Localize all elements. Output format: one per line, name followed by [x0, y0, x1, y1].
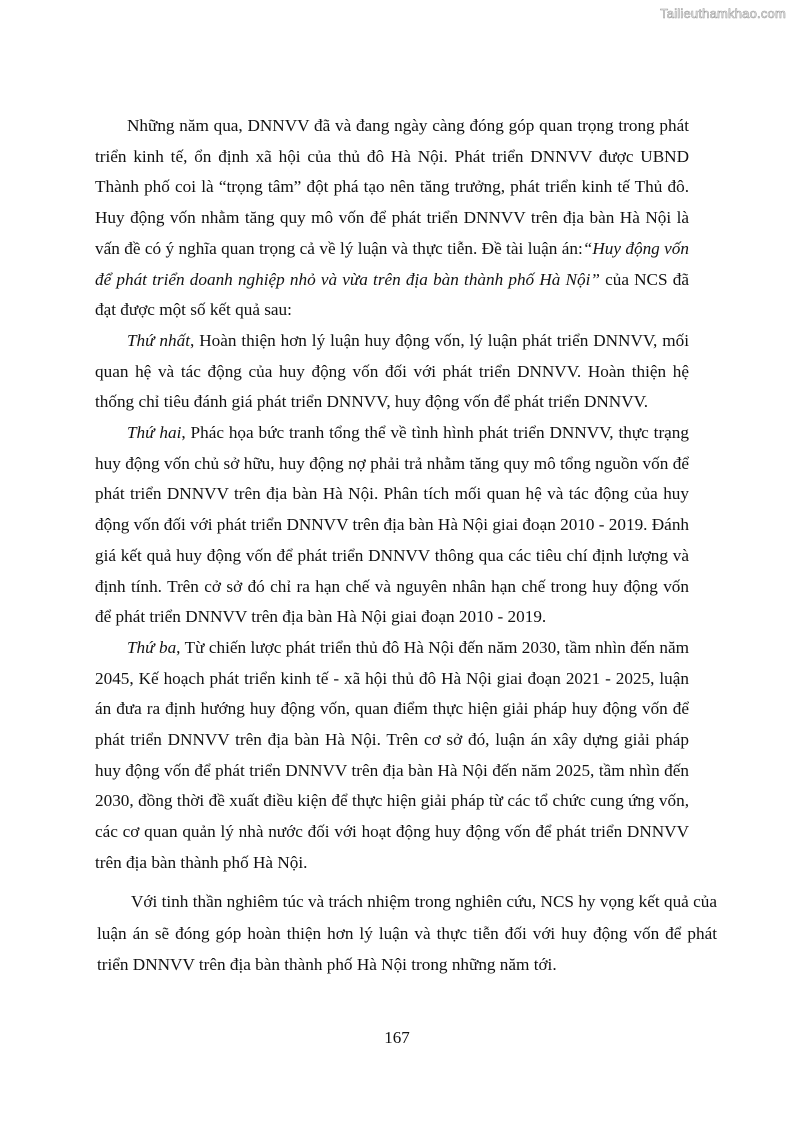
result-paragraph-third: [95, 633, 689, 879]
intro-paragraph: [95, 111, 689, 326]
result-paragraph-first: [95, 326, 689, 418]
result-lead-first: Thứ nhất: [127, 330, 190, 350]
document-body: [95, 111, 689, 879]
thesis-title: “Huy động vốn để phát triển doanh nghiệp nhỏ và vừa trên địa bàn thành phố Hà Nội”: [95, 238, 689, 289]
page-number: 167: [384, 1028, 410, 1047]
result-lead-second: Thứ hai: [127, 423, 182, 443]
watermark-text: Tailieuthamkhao.com: [660, 6, 786, 21]
result-text-first: , Hoàn thiện hơn lý luận huy động vốn, lý luận phát triển DNNVV, mối quan hệ và tác động của huy động vốn đối với phát triển DNNVV. Hoàn thiện hệ thống chỉ tiêu đánh giá phát triển DNNVV, huy động vốn để phát triển DNNVV.: [95, 330, 689, 412]
result-text-second: , Phác họa bức tranh tổng thể về tình hình phát triển DNNVV, thực trạng huy động vốn chủ sở hữu, huy động nợ phải trả nhằm tăng quy mô tổng nguồn vốn để phát triển DNNVV trên địa bàn Hà Nội. Phân tích mối quan hệ và tác động của huy động vốn đối với phát triển DNNVV trên địa bàn Hà Nội giai đoạn 2010 - 2019. Đánh giá kết quả huy động vốn để phát triển DNNVV thông qua các tiêu chí định lượng và định tính. Trên cở sở đó chỉ ra hạn chế và nguyên nhân hạn chế trong huy động vốn để phát triển DNNVV trên địa bàn Hà Nội giai đoạn 2010 - 2019.: [95, 423, 690, 627]
closing-paragraph: Với tinh thần nghiêm túc và trách nhiệm trong nghiên cứu, NCS hy vọng kết quả của luận án sẽ đóng góp hoàn thiện hơn lý luận và thực tiễn đối với huy động vốn để phát triển DNNVV trên địa bàn thành phố Hà Nội trong những năm tới.: [97, 892, 717, 974]
intro-text-end: của NCS đã đạt được một số kết quả sau:: [95, 269, 689, 320]
result-text-third: , Từ chiến lược phát triển thủ đô Hà Nội đến năm 2030, tầm nhìn đến năm 2045, Kế hoạch phát triển kinh tế - xã hội thủ đô Hà Nội giai đoạn 2021 - 2025, luận án đưa ra định hướng huy động vốn, quan điểm thực hiện giải pháp huy động vốn để phát triển DNNVV trên địa bàn Hà Nội. Trên cơ sở đó, luận án xây dựng giải pháp huy động vốn để phát triển DNNVV trên địa bàn Hà Nội đến năm 2025, tầm nhìn đến 2030, đồng thời đề xuất điều kiện để thực hiện giải pháp từ các tổ chức cung ứng vốn, các cơ quan quản lý nhà nước đối với hoạt động huy động vốn để phát triển DNNVV trên địa bàn thành phố Hà Nội.: [95, 637, 689, 872]
intro-text: Những năm qua, DNNVV đã và đang ngày càng đóng góp quan trọng trong phát triển kinh tế, ổn định xã hội của thủ đô Hà Nội. Phát triển DNNVV được UBND Thành phố coi là “trọng tâm” đột phá tạo nên tăng trưởng, phát triển kinh tế Thủ đô. Huy động vốn nhằm tăng quy mô vốn để phát triển DNNVV trên địa bàn Hà Nội là vấn đề có ý nghĩa quan trọng cả về lý luận và thực tiễn. Đề tài luận án:: [95, 116, 689, 258]
result-paragraph-second: [95, 418, 689, 633]
result-lead-third: Thứ ba: [127, 637, 177, 657]
